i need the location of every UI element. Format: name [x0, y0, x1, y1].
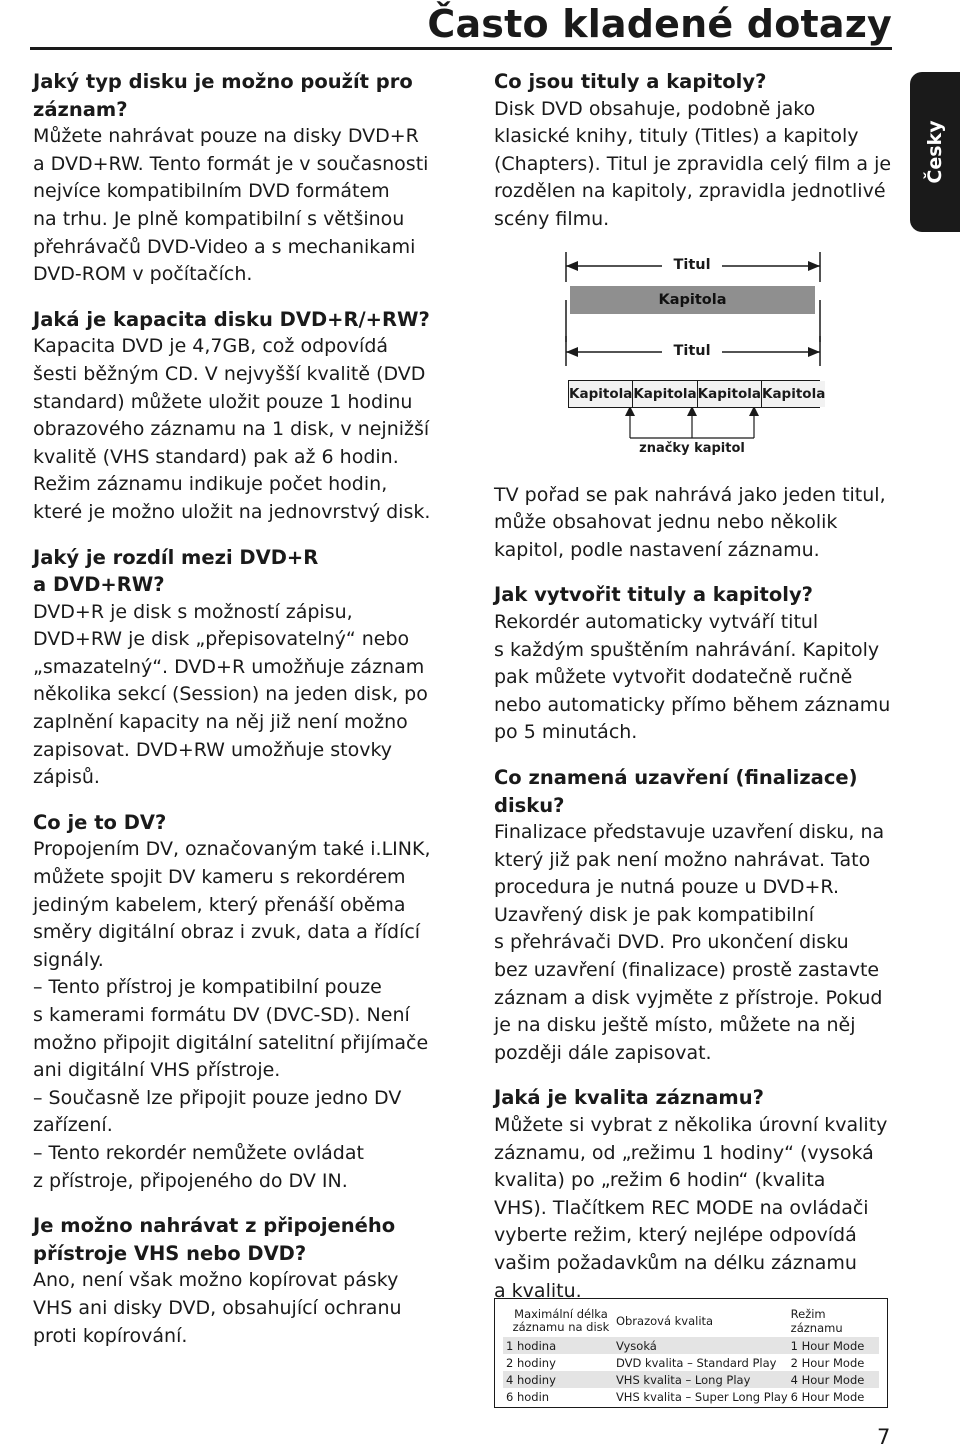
faq-answer-line: pak můžete vytvořit dodatečně ručně [494, 666, 853, 689]
faq-entry [33, 306, 443, 527]
faq-answer [33, 123, 443, 289]
faq-question-line: záznam? [33, 97, 128, 121]
faq-answer [33, 599, 443, 792]
faq-question [33, 1212, 443, 1267]
faq-answer-line: klasické knihy, tituly (Titles) a kapitoly [494, 125, 859, 148]
faq-answer-line: na trhu. Je plně kompatibilní s většinou [33, 207, 405, 230]
faq-answer-line: Kapacita DVD je 4,7GB, což odpovídá [33, 335, 389, 358]
faq-answer-line: může obsahovat jednu nebo několik [494, 511, 838, 534]
faq-answer-line: Režim záznamu indikuje počet hodin, [33, 473, 388, 496]
faq-answer-line: bez uzavření (finalizace) prostě zastavte [494, 959, 880, 982]
diagram-chapter-bar: Kapitola [570, 286, 815, 314]
faq-answer-line: nebo automaticky přímo během záznamu [494, 693, 891, 716]
header-max-length-line: záznamu na disk [512, 1320, 610, 1334]
faq-answer-line: – Současně lze připojit pouze jedno DV [33, 1086, 402, 1109]
table-cell: 1 hodina [506, 1338, 557, 1353]
faq-answer [33, 1267, 443, 1350]
faq-answer [494, 96, 894, 234]
faq-answer-line: VHS ani disky DVD, obsahující ochranu [33, 1296, 402, 1319]
faq-answer-line: které je možno uložit na jednovrstvý disk. [33, 500, 431, 523]
table-cell: 4 hodiny [506, 1372, 556, 1387]
faq-answer-line: zápisů. [33, 766, 100, 789]
faq-answer-line: vyberte režim, který nejlépe odpovídá [494, 1224, 857, 1247]
table-cell: Vysoká [615, 1338, 657, 1353]
faq-answer-line: obrazového záznamu na 1 disk, v nejnižší [33, 418, 430, 441]
header-max-length [503, 1308, 616, 1334]
faq-answer-line: TV pořad se pak nahrává jako jeden titul, [494, 483, 886, 506]
faq-answer-line: DVD-ROM v počítačích. [33, 263, 253, 286]
faq-answer-line: vašim požadavkům na délku záznamu [494, 1252, 857, 1274]
faq-entry [494, 1084, 894, 1305]
faq-entry [33, 544, 443, 792]
faq-entry [33, 68, 443, 289]
faq-question-line: Jaká je kvalita záznamu? [494, 1086, 764, 1110]
faq-answer-line: standard) můžete uložit pouze 1 hodinu [33, 390, 413, 413]
faq-answer-line: rozdělen na kapitoly, zpravidla jednotlivé [494, 180, 886, 203]
faq-question-line: Je možno nahrávat z připojeného [33, 1214, 396, 1238]
diagram-chapter-cell: Kapitola [632, 381, 696, 407]
diagram-title-label-2: Titul [673, 342, 711, 359]
faq-answer-line: nejvíce kompatibilním DVD formátem [33, 180, 390, 203]
language-tab [910, 72, 960, 232]
table-cell: VHS kvalita – Long Play [615, 1372, 751, 1387]
faq-answer-line: Finalizace představuje uzavření disku, na [494, 821, 885, 844]
faq-entry [494, 581, 894, 747]
faq-question [494, 764, 894, 819]
header-rule [30, 47, 892, 50]
faq-answer [33, 333, 443, 526]
faq-question-line: disku? [494, 793, 565, 817]
faq-answer-line: VHS). Tlačítkem REC MODE na ovládači [494, 1196, 869, 1219]
table-row [503, 1337, 879, 1354]
faq-answer-line: Rekordér automaticky vytváří titul [494, 610, 819, 633]
table-cell: 6 Hour Mode [790, 1389, 865, 1404]
faq-answer [33, 836, 443, 1195]
faq-entry [33, 809, 443, 1195]
faq-answer-line: proti kopírování. [33, 1324, 188, 1347]
faq-entry [494, 482, 894, 565]
faq-answer-line: šesti běžným CD. V nejvyšší kvalitě (DVD [33, 362, 426, 385]
faq-entry [494, 764, 894, 1068]
faq-answer-line: „smazatelný“. DVD+R umožňuje záznam [33, 655, 425, 678]
faq-question [33, 306, 443, 334]
faq-answer-line: záznam a disk vyjměte z přístroje. Pokud [494, 986, 883, 1009]
header-max-length-line: Maximální délka [514, 1307, 608, 1321]
diagram-chapter-cell: Kapitola [697, 381, 761, 407]
page-title: Často kladené dotazy [427, 2, 892, 46]
faq-question-line: Jak vytvořit tituly a kapitoly? [494, 583, 813, 607]
faq-question-line: Co znamená uzavření (finalizace) [494, 765, 858, 789]
faq-answer-line: DVD+R je disk s možností zápisu, [33, 600, 353, 623]
faq-question [494, 581, 894, 609]
faq-question [33, 68, 443, 123]
faq-answer-line: a DVD+RW. Tento formát je v současnosti [33, 152, 429, 175]
quality-table [494, 1298, 888, 1408]
faq-question [33, 809, 443, 837]
language-tab-label: Česky [924, 120, 946, 184]
faq-answer-line: procedura je nutná pouze u DVD+R. [494, 876, 839, 899]
faq-answer-line: signály. [33, 948, 104, 971]
faq-question-line: a DVD+RW? [33, 573, 165, 597]
faq-answer-line: kapitol, podle nastavení záznamu. [494, 538, 820, 561]
faq-question-line: Jaký je rozdíl mezi DVD+R [33, 545, 319, 569]
faq-answer-line: s kamerami formátu DV (DVC-SD). Není [33, 1004, 410, 1026]
faq-answer-line: záznamu, od „režimu 1 hodiny“ (vysoká [494, 1141, 874, 1164]
faq-answer-line: s přehrávači DVD. Pro ukončení disku [494, 931, 849, 954]
faq-answer-line: scény filmu. [494, 207, 610, 230]
table-cell: DVD kvalita – Standard Play [615, 1355, 777, 1370]
faq-answer-line: z přístroje, připojeného do DV IN. [33, 1169, 348, 1192]
faq-entry [33, 1212, 443, 1350]
table-row [503, 1371, 879, 1388]
diagram-chapter-cell: Kapitola [569, 381, 632, 407]
faq-answer-line: možno připojit digitální satelitní přijímače [33, 1031, 429, 1054]
faq-answer-line: po 5 minutách. [494, 721, 638, 744]
diagram-title-label: Titul [673, 256, 711, 273]
faq-answer-line: – Tento přístroj je kompatibilní pouze [33, 976, 382, 999]
faq-answer-line: který již pak není možno nahrávat. Tato [494, 848, 871, 871]
right-column [494, 68, 894, 1322]
table-cell: 1 Hour Mode [790, 1338, 865, 1353]
table-cell: VHS kvalita – Super Long Play [615, 1389, 788, 1404]
quality-table-header [503, 1305, 879, 1337]
faq-answer-line: několika sekcí (Session) na jeden disk, po [33, 683, 428, 706]
faq-answer-line: Propojením DV, označovaným také i.LINK, [33, 838, 431, 861]
faq-answer-line: kvalita) po „režim 6 hodin“ (kvalita [494, 1169, 826, 1192]
table-row [503, 1388, 879, 1405]
faq-question-line: Jaký typ disku je možno použít pro [33, 70, 413, 93]
faq-answer-line: a kvalitu. [494, 1279, 582, 1302]
faq-question [33, 544, 443, 599]
faq-answer-line: Uzavřený disk je pak kompatibilní [494, 903, 815, 926]
faq-question [494, 68, 894, 96]
diagram-marks-label: značky kapitol [639, 440, 745, 456]
faq-answer-line: Můžete si vybrat z několika úrovní kvality [494, 1114, 888, 1137]
faq-answer-line: Můžete nahrávat pouze na disky DVD+R [33, 125, 419, 148]
faq-question-line: Co jsou tituly a kapitoly? [494, 70, 767, 93]
faq-answer-line: směry digitální obraz i zvuk, data a řídící [33, 921, 421, 944]
header-quality: Obrazová kvalita [615, 1314, 714, 1328]
faq-answer [494, 609, 894, 747]
table-cell: 6 hodin [506, 1389, 550, 1404]
faq-answer-line: zapisovat. DVD+RW umožňuje stovky [33, 738, 393, 761]
faq-answer [494, 1112, 894, 1305]
faq-answer [494, 482, 894, 565]
faq-answer-line: jediným kabelem, který přenáší oběma [33, 893, 406, 916]
faq-answer-line: je na disku ještě místo, můžete na něj [494, 1014, 856, 1037]
faq-answer-line: zaplnění kapacity na něj již není možno [33, 711, 408, 734]
header-mode: Režim záznamu [790, 1307, 843, 1335]
faq-answer-line: později dále zapisovat. [494, 1041, 712, 1064]
faq-answer-line: – Tento rekordér nemůžete ovládat [33, 1141, 364, 1164]
faq-answer-line: Disk DVD obsahuje, podobně jako [494, 97, 816, 120]
titles-chapters-diagram [494, 238, 894, 470]
page-number: 7 [877, 1425, 891, 1449]
faq-answer [494, 819, 894, 1067]
faq-answer-line: zařízení. [33, 1114, 113, 1137]
table-cell: 2 Hour Mode [790, 1355, 865, 1370]
faq-question [494, 1084, 894, 1112]
faq-answer-line: (Chapters). Titul je zpravidla celý film a je [494, 152, 892, 175]
left-column [33, 68, 443, 1367]
faq-question-line: Jaká je kapacita disku DVD+R/+RW? [33, 307, 430, 331]
faq-answer-line: přehrávačů DVD-Video a s mechanikami [33, 235, 416, 258]
table-cell: 2 hodiny [506, 1355, 556, 1370]
faq-answer-line: DVD+RW je disk „přepisovatelný“ nebo [33, 628, 410, 651]
faq-question-line: přístroje VHS nebo DVD? [33, 1241, 307, 1265]
faq-answer-line: Ano, není však možno kopírovat pásky [33, 1269, 399, 1292]
faq-answer-line: ani digitální VHS přístroje. [33, 1059, 281, 1082]
faq-answer-line: kvalitě (VHS standard) pak až 6 hodin. [33, 445, 399, 468]
faq-question-line: Co je to DV? [33, 810, 167, 834]
table-row [503, 1354, 879, 1371]
faq-answer-line: můžete spojit DV kameru s rekordérem [33, 866, 406, 889]
diagram-chapter-cells [568, 380, 826, 408]
faq-answer-line: s každým spuštěním nahrávání. Kapitoly [494, 638, 880, 661]
diagram-chapter-cell: Kapitola [761, 381, 825, 407]
table-cell: 4 Hour Mode [790, 1372, 865, 1387]
